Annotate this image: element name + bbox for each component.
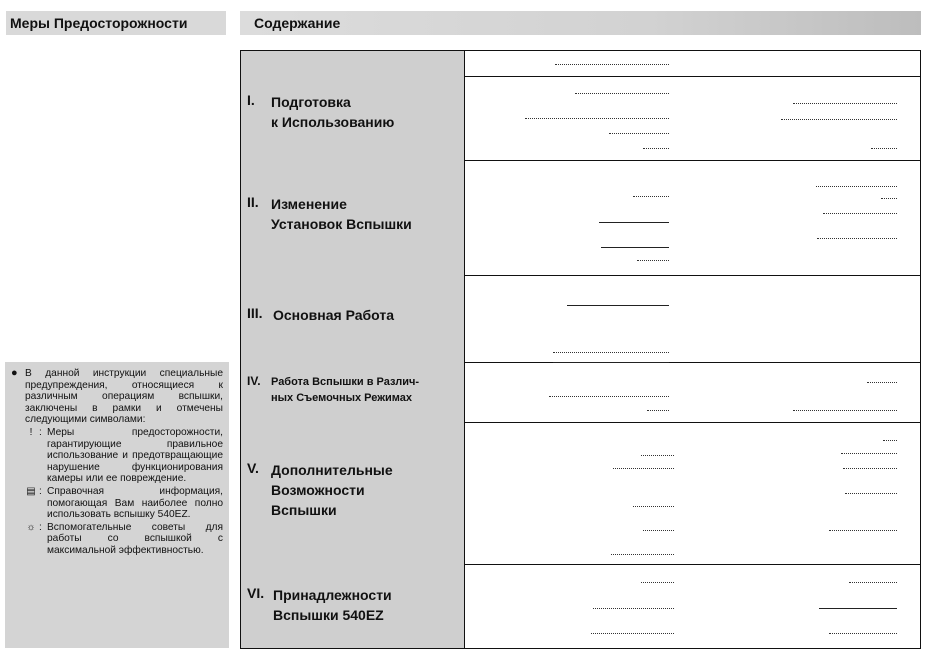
- toc-row-blank: [241, 51, 920, 77]
- section-title: [271, 374, 419, 406]
- note-tip-text: Вспомогательные советы для работы со вспышкой с максимальной эффективностью.: [47, 521, 223, 556]
- section-title-line: Вспышки 540EZ: [273, 607, 384, 623]
- page-leader: [567, 305, 669, 306]
- page-leader: [817, 238, 897, 239]
- page-leader: [793, 103, 897, 104]
- page-leader: [829, 633, 897, 634]
- page-leader: [549, 396, 669, 397]
- page-leader: [601, 247, 669, 248]
- section-title-line: Принадлежности: [273, 587, 392, 603]
- reference-icon: ▤: [26, 485, 36, 497]
- page-leader: [867, 382, 897, 383]
- toc-section-1: [241, 76, 920, 161]
- page-leader: [525, 118, 669, 119]
- page-leader: [575, 93, 669, 94]
- page-leader: [871, 148, 897, 149]
- page-leader: [829, 530, 897, 531]
- toc-section-6: [241, 564, 920, 648]
- section-number: II.: [247, 194, 259, 210]
- notes-intro: В данной инструкции специальные предупреждения, относящиеся к различным операциям вспышки, заключены в рамки и отмечены следующими символами:: [25, 368, 223, 426]
- page-leader: [641, 582, 674, 583]
- page-leader: [647, 410, 669, 411]
- toc-section-5-head: [241, 422, 465, 564]
- page-leader: [641, 455, 674, 456]
- section-title-line: Возможности: [271, 482, 365, 498]
- page-leader: [637, 260, 669, 261]
- section-title-line: Подготовка: [271, 94, 351, 110]
- section-title-line: Установок Вспышки: [271, 216, 412, 232]
- page-leader: [849, 582, 897, 583]
- section-title-line: к Использованию: [271, 114, 395, 130]
- section-title: [273, 585, 392, 625]
- page-leader: [881, 198, 897, 199]
- page-leader: [883, 440, 897, 441]
- section-number: IV.: [247, 374, 261, 388]
- note-reference-text: Справочная информация, помогающая Вам наиболее полно использовать вспышку 540EZ.: [47, 485, 223, 521]
- page-leader: [599, 222, 669, 223]
- page-leader: [613, 468, 674, 469]
- page-leader: [845, 493, 897, 494]
- contents-title: Содержание: [240, 11, 921, 35]
- toc-section-3-head: [241, 275, 465, 362]
- bullet-icon: ●: [11, 367, 18, 379]
- caution-icon: !: [29, 426, 33, 438]
- section-title-line: Изменение: [271, 196, 347, 212]
- precautions-title: Меры Предосторожности: [6, 11, 226, 35]
- page-leader: [593, 608, 674, 609]
- toc-section-2: [241, 160, 920, 276]
- section-title-line: Вспышки: [271, 502, 337, 518]
- section-number: VI.: [247, 585, 265, 601]
- toc-section-5: [241, 422, 920, 565]
- section-number: I.: [247, 92, 255, 108]
- section-title: [271, 460, 393, 520]
- page-leader: [816, 186, 897, 187]
- section-title-line: ных Съемочных Режимах: [271, 392, 413, 404]
- page-leader: [609, 133, 669, 134]
- page-leader: [553, 362, 669, 363]
- page-leader: [643, 530, 674, 531]
- section-title: [271, 194, 412, 234]
- page-leader: [643, 148, 669, 149]
- symbols-note-box: ● В данной инструкции специальные предупреждения, относящиеся к различным операциям вспышки, заключены в рамки и отмечены следующими символами: ! : Меры предосторожности, гарантирующие правильное использование и предотвращающие нарушение функционирования камеры или ее повреждение. ▤ : Справочная информация, помогающая Вам наиболее полно использовать вспышку 540EZ. ☼ : Вспомогательные советы для работы со вспышкой с максимальной эффективностью.: [5, 362, 229, 648]
- page-leader: [819, 608, 897, 609]
- section-number: III.: [247, 305, 263, 321]
- note-caution-text: Меры предосторожности, гарантирующие правильное использование и предотвращающие нарушение функционирования камеры или ее повреждение.: [47, 426, 223, 485]
- toc-section-4-head: [241, 362, 465, 422]
- toc-section-3: [241, 275, 920, 363]
- toc-section-4: [241, 362, 920, 423]
- page-leader: [843, 468, 897, 469]
- section-number: V.: [247, 460, 259, 476]
- tip-icon: ☼: [26, 521, 36, 533]
- page-leader: [611, 554, 674, 555]
- section-title: [273, 305, 394, 325]
- page-leader: [781, 119, 897, 120]
- page-leader: [633, 506, 674, 507]
- page-leader: [633, 196, 669, 197]
- page-leader: [793, 410, 897, 411]
- page-leader: [823, 213, 897, 214]
- contents-table: [240, 50, 921, 649]
- section-title-line: Дополнительные: [271, 462, 393, 478]
- page-leader: [553, 352, 669, 353]
- section-title-line: Работа Вспышки в Различ-: [271, 376, 420, 388]
- toc-section-1-head: [241, 76, 465, 160]
- page-leader: [591, 633, 674, 634]
- page-leader: [555, 64, 669, 65]
- toc-section-6-head: [241, 564, 465, 648]
- toc-row-head: [241, 51, 465, 76]
- page-leader: [841, 453, 897, 454]
- section-title: [271, 92, 394, 132]
- toc-section-2-head: [241, 160, 465, 275]
- section-title-line: Основная Работа: [273, 307, 395, 323]
